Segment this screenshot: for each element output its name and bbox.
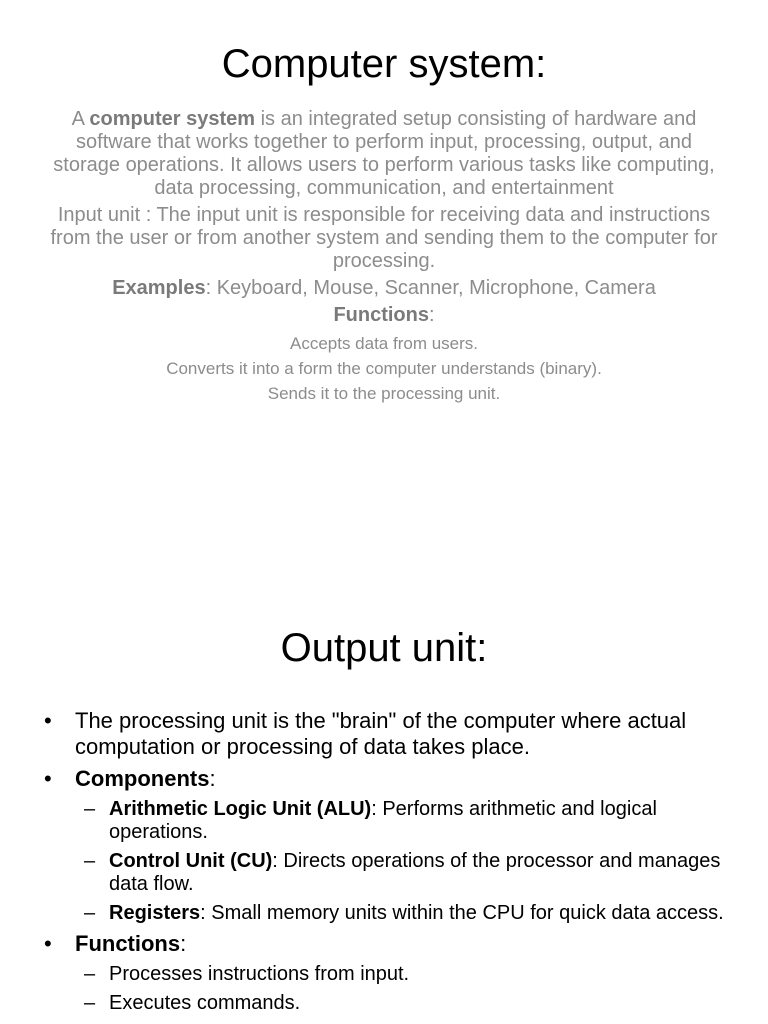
sub-item	[44, 963, 724, 986]
intro-term: computer system	[89, 108, 256, 130]
dash-marker: –	[84, 850, 96, 872]
bullet-marker: •	[44, 708, 52, 733]
slide-body	[50, 108, 718, 406]
functions-label: Functions	[333, 304, 429, 326]
input-unit-paragraph: Input unit : The input unit is responsible for receiving data and instructions from the user or from another system and sending them to the computer for processing.	[50, 204, 718, 272]
component-desc: : Performs arithmetic and logical operations.	[109, 798, 657, 843]
component-term: Arithmetic Logic Unit (ALU)	[109, 798, 372, 820]
component-term: Control Unit (CU)	[109, 850, 273, 872]
bullet-item	[44, 931, 724, 957]
examples-line	[50, 277, 718, 300]
intro-text: is an integrated setup consisting of hardware and software that works together to perform input, processing, output, and storage operations. It allows users to perform various tasks like computing, data processing, communication, and entertainment	[53, 108, 715, 199]
sub-item	[44, 992, 724, 1015]
dash-marker: –	[84, 992, 96, 1014]
function-text: Processes instructions from input.	[109, 963, 410, 985]
sub-item	[44, 798, 724, 844]
function-item: Accepts data from users.	[289, 334, 479, 353]
slide-title: Computer system:	[221, 42, 547, 86]
dash-marker: –	[84, 798, 96, 820]
bullet-text: The processing unit is the "brain" of the computer where actual computation or processing of data takes place.	[75, 708, 687, 759]
bullet-item	[44, 708, 724, 760]
functions-colon: :	[428, 304, 435, 326]
function-item: Converts it into a form the computer understands (binary).	[166, 359, 602, 378]
functions-colon: :	[180, 931, 187, 956]
dash-marker: –	[84, 963, 96, 985]
examples-label: Examples	[112, 277, 206, 299]
intro-paragraph	[50, 108, 718, 200]
examples-text: : Keyboard, Mouse, Scanner, Microphone, Camera	[205, 277, 656, 299]
component-desc: : Small memory units within the CPU for quick data access.	[200, 902, 724, 924]
function-item: Sends it to the processing unit.	[267, 384, 501, 403]
component-term: Registers	[109, 902, 201, 924]
dash-marker: –	[84, 902, 96, 924]
slide-output-unit	[0, 600, 768, 1024]
intro-prefix: A	[71, 108, 90, 130]
sub-item	[44, 902, 724, 925]
bullet-marker: •	[44, 931, 52, 956]
slide-title: Output unit:	[280, 626, 488, 670]
components-colon: :	[209, 766, 216, 791]
functions-heading	[50, 304, 718, 327]
sub-item	[44, 850, 724, 896]
function-text: Executes commands.	[109, 992, 301, 1014]
bullet-marker: •	[44, 766, 52, 791]
component-desc: : Directs operations of the processor and manages data flow.	[109, 850, 721, 895]
functions-label: Functions	[75, 931, 181, 956]
bullet-item	[44, 766, 724, 792]
components-label: Components	[75, 766, 210, 791]
slide-body	[44, 708, 724, 1021]
